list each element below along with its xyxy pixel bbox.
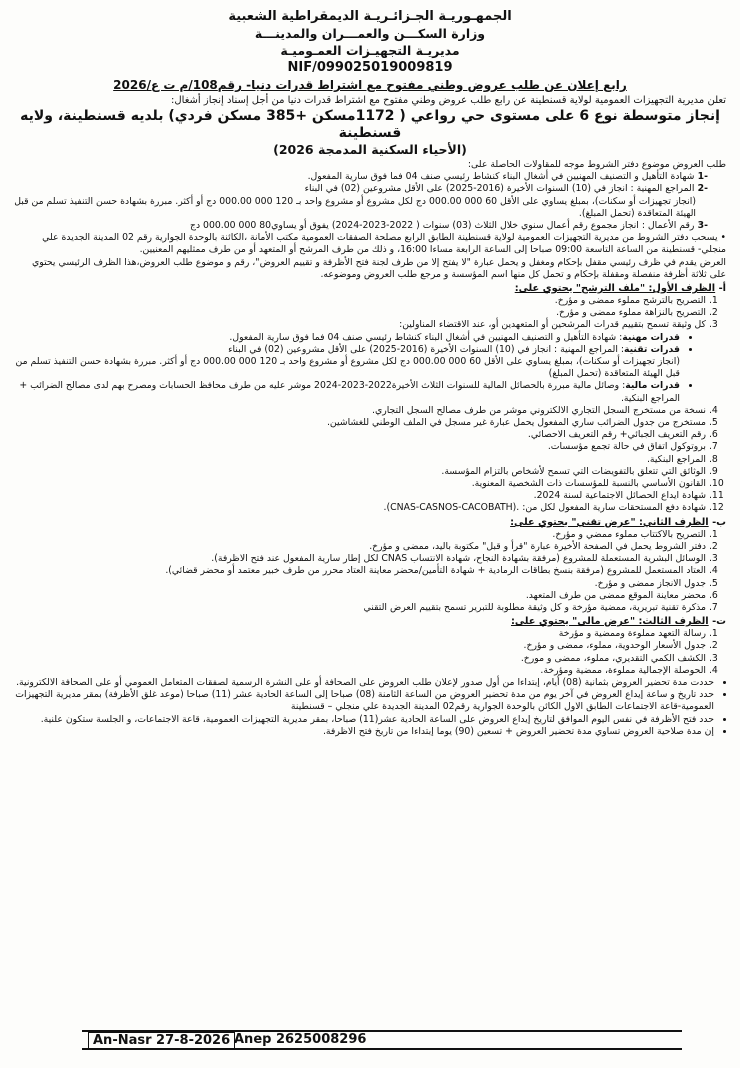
eligibility-item-3: -3 رقم الأعمال : انجاز مجموع رقم أعمال سنوي خلال الثلاث (03) سنوات ( 2022-2023-2024) يفوق أو يساوي80 000 000.00 دج xyxy=(189,220,708,232)
nif-number: NIF/099025019009819 xyxy=(287,60,453,75)
capacity-bullets xyxy=(14,332,706,405)
intro-text: تعلن مديرية التجهيزات العمومية لولاية قسنطينة عن رابع طلب عروض وطني مفتوح مع اشتراط قدرات دنيا من أجل إسناد إنجاز أشغال: xyxy=(171,95,726,106)
notice-title: رابع إعلان عن طلب عروض وطني مفتوح مع اشتراط قدرات دنيا- رقم108/م ت ع/2026 xyxy=(113,78,627,92)
list-item: • حدد تاريخ و ساعة إيداع العروض في آخر يوم من مدة تحضير العروض من الساعة الثامنة (08) صباحا إلى الساعة الحادية عشر (11) صباحا (موعد غلق الأظرفة) بمقر مديرية التجهيزات العمومية-قاعة الاجتماعات الطابق الاول الكائن بالوحدة الجوارية رقم02 المدينة الجديدة علي منجلي – قسنطينة xyxy=(14,689,714,713)
list-item: 7. بروتوكول اتفاق في حالة تجمع مؤسسات. xyxy=(14,441,706,453)
list-item: • قدرات مهنية: شهادة التأهيل و التصنيف المهنيين في أشغال البناء كنشاط رئيسي صنف 04 فما فوق سارية المفعول. xyxy=(14,332,680,344)
list-item: • حدد فتح الأظرفة في نفس اليوم الموافق لتاريخ إيداع العروض على الساعة الحادية عشر(11) صباحا، بمقر مديرية التجهيزات العمومية، قاعة الاجتماعات، و الجلسة ستكون علنية. xyxy=(14,714,714,726)
list-item: • قدرات مالية: وصائل مالية مبررة بالحصائل المالية للسنوات الثلاث الأخيرة2022-2023-2024 موشر عليه من طرف محافظ الحسابات ومصرح بهم لدى مصالح الضرائب + المراجع البنكية. xyxy=(14,380,680,404)
withdrawal-text: • يسحب دفتر الشروط من مديرية التجهيزات العمومية لولاية قسنطينة الطابق الرابع مصلحة الصفقات العمومية مكتب الأمانة ،الكائنة بالوحدة الجوارية رقم 02 المدينة الجديدة علي منجلي- قسنطينة من الساعة التاسعة 09:00 صباحا إلى الساعة الرابعة مساءا 16:00، و ذلك من طرف المرشح أو المتعهد أو من طرف ممثليهم المعنيين. xyxy=(42,232,726,256)
eligibility-intro: طلب العروض موضوع دفتر الشروط موجه للمقاولات الحاصلة على: xyxy=(467,159,726,170)
eligibility-item-1: -1 شهادة التأهيل و التصنيف المهنيين في أشغال البناء كنشاط رئيسي صنف 04 فما فوق سارية المفعول. xyxy=(307,171,708,183)
list-item: 4. العتاد المستعمل للمشروع (مرفقة بنسخ بطاقات الرمادية + شهادة التأمين/محضر معاينة العتاد محرر من طرف خبير معتمد أو محضر قضائي). xyxy=(14,565,706,577)
section-3-title: ت- الظرف الثالث: "عرض مالي" يحتوي على: xyxy=(510,616,726,628)
list-item: 6. محضر معاينة الموقع ممضى من طرف المتعهد. xyxy=(14,590,706,602)
section-2-list xyxy=(14,529,726,614)
list-item: 5. جدول الانجاز ممضى و مؤرخ. xyxy=(14,578,706,590)
list-item: 2. جدول الأسعار الوحدوية، مملوء، ممضى و مؤرخ. xyxy=(14,640,706,652)
footer-bar xyxy=(82,1030,682,1050)
list-item: 1. رسالة التعهد مملوءة وممضية و مؤرخة xyxy=(14,628,706,640)
list-item: 9. الوثائق التي تتعلق بالتفويضات التي تسمح لأشخاص بالتزام المؤسسة. xyxy=(14,466,706,478)
section-1-title: أ- الظرف الأول: "ملف الترشح" يحتوي على: xyxy=(514,283,726,295)
header xyxy=(14,8,726,76)
project-subtitle: (الأحياء السكنية المدمجة 2026) xyxy=(273,142,467,157)
list-item: 5. مستخرج من جدول الضرائب ساري المفعول يحمل عبارة غير مسجل في الملف الوطني للغشاشين. xyxy=(14,417,706,429)
directorate-title: مديريـة التجهيـزات العمـوميـة xyxy=(280,43,460,58)
eligibility-item-2-cont: (انجاز تجهيزات أو سكنات)، بمبلغ يساوي على الأقل 60 000 000.00 دج لكل مشروع أو مشروع واحد بـ 120 000 000.00 دج أو أكثر. مبررة بشهادة حسن التنفيذ تسلم من قبل الهيئة المتعاقدة (تحمل المبلغ). xyxy=(14,195,696,219)
section-2-title: ب- الظرف الثاني: "عرض تقني" يحتوي على: xyxy=(510,516,726,528)
list-item: • إن مدة صلاحية العروض تساوي مدة تحضير العروض + تسعين (90) يوما إبتداءا من تاريخ فتح الاظرفة. xyxy=(14,726,714,738)
ministry-title: وزارة السكـــن والعمـــران والمدينـــة xyxy=(254,26,486,41)
list-item: 8. المراجع البنكية. xyxy=(14,454,706,466)
republic-title: الجمهـوريـة الجـزائـريـة الديمقراطية الشعبية xyxy=(228,9,512,24)
list-item: 4. نسخة من مستخرج السجل التجاري الالكتروني موشر من طرف مصالح السجل التجاري. xyxy=(14,405,706,417)
list-item: 2. دفتر الشروط يحمل في الصفحة الأخيرة عبارة "قرأ و قبل" مكتوبة باليد، ممضى و مؤرخ. xyxy=(14,541,706,553)
list-item: 2. التصريح بالنزاهة مملوء ممضى و مؤرخ. xyxy=(14,307,706,319)
list-item: 12. شهادة دفع المستحقات سارية المفعول لكل من: .(CNAS-CASNOS-CACOBATH). xyxy=(14,502,706,514)
list-item: 4. الحوصلة الإجمالية مملوءة، ممضية ومؤرخة. xyxy=(14,665,706,677)
section-1-list-a xyxy=(14,295,726,515)
list-item: 1. التصريح بالترشح مملوء ممضى و مؤرخ. xyxy=(14,295,706,307)
list-item: 10. القانون الأساسي بالنسبة للمؤسسات ذات الشخصية المعنوية. xyxy=(14,478,706,490)
eligibility-item-2: -2 المراجع المهنية : انجاز في (10) السنوات الأخيرة (2016-2025) على الأقل مشروعين (02) في البناء xyxy=(304,183,708,195)
section-3-list xyxy=(14,628,726,677)
list-item: • قدرات تقنية: المراجع المهنية : انجاز في (10) السنوات الأخيرة (2016-2025) على الأقل مشروعين (02) في البناء (انجاز تجهيزات أو سكنات)، بمبلغ يساوي على الأقل 60 000 000.00 دج لكل مشروع أو مشروع واحد بـ 120 000 000.00 دج أو أكثر. مبررة بشهادة حسن التنفيذ تسلم من قبل الهيئة المتعاقدة (تحمل المبلغ) xyxy=(14,344,680,381)
anep-number: Anep 2625008296 xyxy=(234,1032,367,1047)
list-item: 6. رقم التعريف الجبائي+ رقم التعريف الاحصائي. xyxy=(14,429,706,441)
envelope-intro: العرض يقدم في ظرف رئيسي مقفل بإحكام ومغفل و يحمل عبارة "لا يفتح إلا من طرف لجنة فتح الأظرفة و تقييم العروض"، رقم و موضوع طلب العروض،هذا الظرف الرئيسي يحتوي على ثلاثة أظرفة منفصلة ومقفلة بإحكام و تحمل كل منها اسم المؤسسة و مرجع طلب العروض وموضوعه. xyxy=(32,256,726,280)
project-title: إنجاز متوسطة نوع 6 على مستوى حي رواعي ( 1172مسكن +385 مسكن فردي) بلديه قسنطينة، ولايه قسنطينة xyxy=(20,108,720,141)
list-item: 3. الوسائل البشرية المستعملة للمشروع (مرفقة بشهادة النجاح، شهادة الانتساب CNAS لكل إطار سارية المفعول عند فتح الاظرفة). xyxy=(14,553,706,565)
list-item: 7. مذكرة تقنية تبريرية، ممضية مؤرخة و كل وثيقة مطلوبة للتبرير تسمح بتقييم العرض التقني xyxy=(14,602,706,614)
closing-bullets xyxy=(14,677,726,738)
newspaper-date: An-Nasr 27-8-2026 xyxy=(88,1032,235,1050)
list-item: 1. التصريح بالاكتتاب مملوء ممضي و مؤرخ. xyxy=(14,529,706,541)
list-item: 3. كل وثيقة تسمح بتقييم قدرات المرشحين أو المتعهدين أو، عند الاقتضاء المناولين: • قدرات مهنية: شهادة التأهيل و التصنيف المهنيين في أشغال البناء كنشاط رئيسي صنف 04 فما فوق سارية المفعول. • قدرات تقنية: المراجع المهنية : انجاز في (10) السنوات الأخيرة (2016-2025) على الأقل مشروعين (02) في البناء (انجاز تجهيزات أو سكنات)، بمبلغ يساوي على الأقل 60 000 000.00 دج لكل مشروع أو مشروع واحد بـ 120 000 000.00 دج أو أكثر. مبررة بشهادة حسن التنفيذ تسلم من قبل الهيئة المتعاقدة (تحمل المبلغ) • قدرات مالية: وصائل مالية مبررة بالحصائل المالية للسنوات الثلاث الأخيرة2022-2023-2024 موشر عليه من طرف محافظ الحسابات ومصرح بهم لدى مصالح الضرائب + المراجع البنكية. xyxy=(14,319,706,404)
list-item: • حددت مدة تحضير العروض بثمانية (08) أيام، إبتداءا من أول صدور لإعلان طلب العروض على الصحافة أو على النشرة الرسمية لصفقات المتعامل العمومي أو على الصحافة الالكترونية. xyxy=(14,677,714,689)
list-item: 3. الكشف الكمي التقديري، مملوء، ممضى و مورخ. xyxy=(14,653,706,665)
list-item: 11. شهادة ايداع الحصائل الاجتماعية لسنة 2024. xyxy=(14,490,706,502)
